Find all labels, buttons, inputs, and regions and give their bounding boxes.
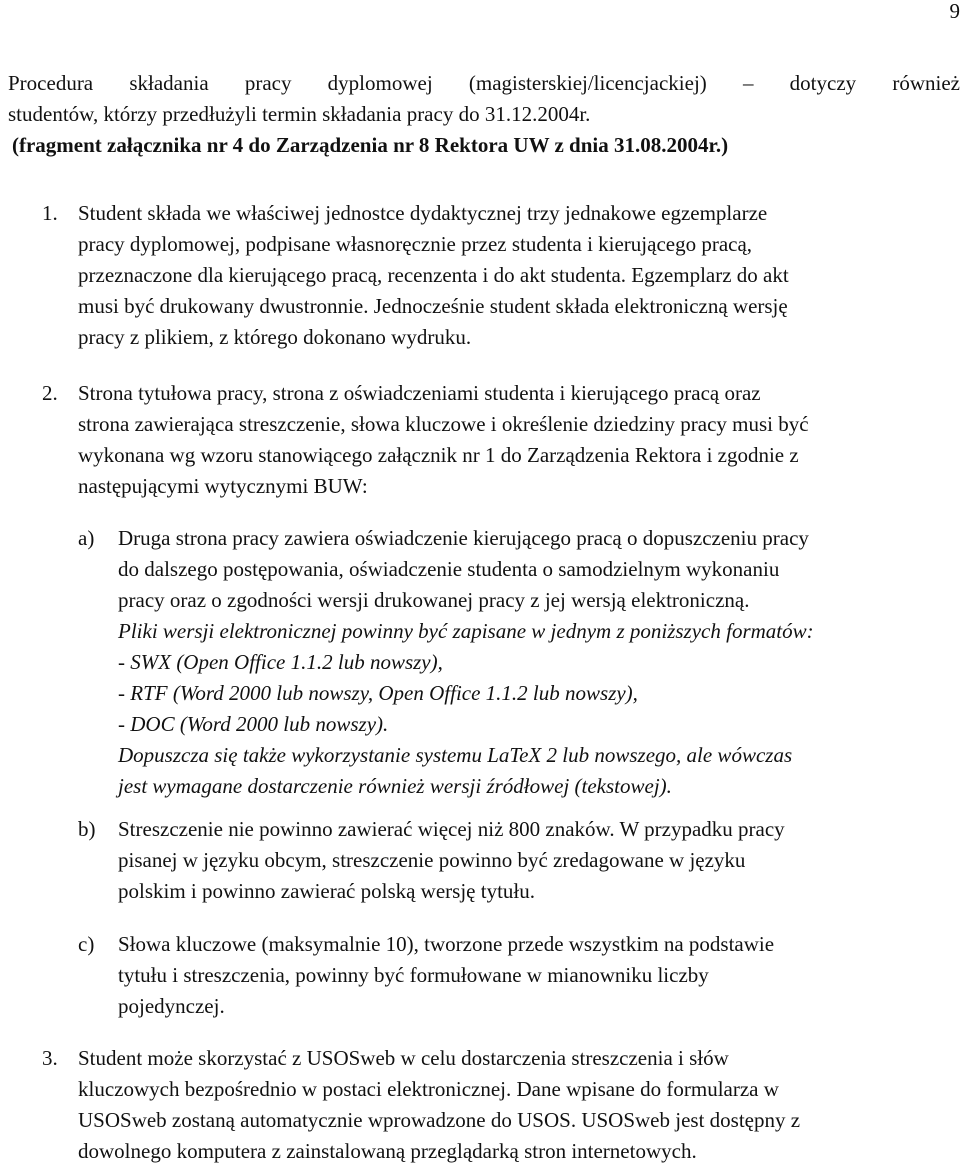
document-header [8, 68, 960, 161]
paragraph-line: Student może skorzystać z USOSweb w celu dostarczenia streszczenia i słów [78, 1046, 729, 1070]
paragraph-line: do dalszego postępowania, oświadczenie studenta o samodzielnym wykonaniu [118, 557, 780, 581]
paragraph-line: przeznaczone dla kierującego pracą, recenzenta i do akt studenta. Egzemplarz do akt [78, 263, 789, 287]
paragraph-line: pisanej w języku obcym, streszczenie powinno być zredagowane w języku [118, 848, 746, 872]
item-number: 3. [42, 1046, 58, 1070]
format-note-line: - DOC (Word 2000 lub nowszy). [118, 712, 389, 736]
format-note-line: Dopuszcza się także wykorzystanie systemu LaTeX 2 lub nowszego, ale wówczas [118, 743, 793, 767]
paragraph-line: kluczowych bezpośrednio w postaci elektronicznej. Dane wpisane do formularza w [78, 1077, 779, 1101]
paragraph-line: następującymi wytycznymi BUW: [78, 474, 368, 498]
sub-item-letter: c) [78, 932, 95, 956]
paragraph-line: pojedynczej. [118, 994, 225, 1018]
format-note-line: Pliki wersji elektronicznej powinny być zapisane w jednym z poniższych formatów: [118, 619, 814, 643]
header-title-line: Procedura składania pracy dyplomowej (magisterskiej/licencjackiej) – dotyczy również [8, 71, 960, 95]
paragraph-line: pracy dyplomowej, podpisane własnoręcznie przez studenta i kierującego pracą, [78, 232, 753, 256]
format-note-line: - RTF (Word 2000 lub nowszy, Open Office 1.1.2 lub nowszy), [118, 681, 638, 705]
page-number: 9 [949, 0, 960, 23]
paragraph-line: wykonana wg wzoru stanowiącego załącznik nr 1 do Zarządzenia Rektora i zgodnie z [78, 443, 799, 467]
header-source-note: (fragment załącznika nr 4 do Zarządzenia nr 8 Rektora UW z dnia 31.08.2004r.) [12, 133, 729, 157]
format-note-line: - SWX (Open Office 1.1.2 lub nowszy), [118, 650, 443, 674]
format-note-line: jest wymagane dostarczenie również wersji źródłowej (tekstowej). [118, 774, 672, 798]
paragraph-line: pracy oraz o zgodności wersji drukowanej pracy z jej wersją elektroniczną. [118, 588, 750, 612]
list-item-1 [42, 198, 960, 353]
list-item-3 [42, 1043, 960, 1167]
sub-item-a [42, 523, 960, 802]
list-item-2 [42, 378, 960, 502]
sub-item-b [42, 814, 960, 907]
sub-item-letter: b) [78, 817, 96, 841]
paragraph-line: pracy z plikiem, z którego dokonano wydruku. [78, 325, 472, 349]
sub-item-letter: a) [78, 526, 95, 550]
paragraph-line: Strona tytułowa pracy, strona z oświadczeniami studenta i kierującego pracą oraz [78, 381, 761, 405]
item-number: 1. [42, 201, 58, 225]
paragraph-line: Słowa kluczowe (maksymalnie 10), tworzone przede wszystkim na podstawie [118, 932, 775, 956]
paragraph-line: dowolnego komputera z zainstalowaną przeglądarką stron internetowych. [78, 1139, 697, 1163]
paragraph-line: Druga strona pracy zawiera oświadczenie kierującego pracą o dopuszczeniu pracy [118, 526, 809, 550]
paragraph-line: Streszczenie nie powinno zawierać więcej niż 800 znaków. W przypadku pracy [118, 817, 785, 841]
item-number: 2. [42, 381, 58, 405]
paragraph-line: Student składa we właściwej jednostce dydaktycznej trzy jednakowe egzemplarze [78, 201, 768, 225]
paragraph-line: strona zawierająca streszczenie, słowa kluczowe i określenie dziedziny pracy musi być [78, 412, 809, 436]
sub-item-c [42, 929, 960, 1022]
paragraph-line: musi być drukowany dwustronnie. Jednocześnie student składa elektroniczną wersję [78, 294, 788, 318]
paragraph-line: polskim i powinno zawierać polską wersję tytułu. [118, 879, 535, 903]
paragraph-line: USOSweb zostaną automatycznie wprowadzone do USOS. USOSweb jest dostępny z [78, 1108, 801, 1132]
header-title-line: studentów, którzy przedłużyli termin składania pracy do 31.12.2004r. [8, 102, 591, 126]
paragraph-line: tytułu i streszczenia, powinny być formułowane w mianowniku liczby [118, 963, 709, 987]
